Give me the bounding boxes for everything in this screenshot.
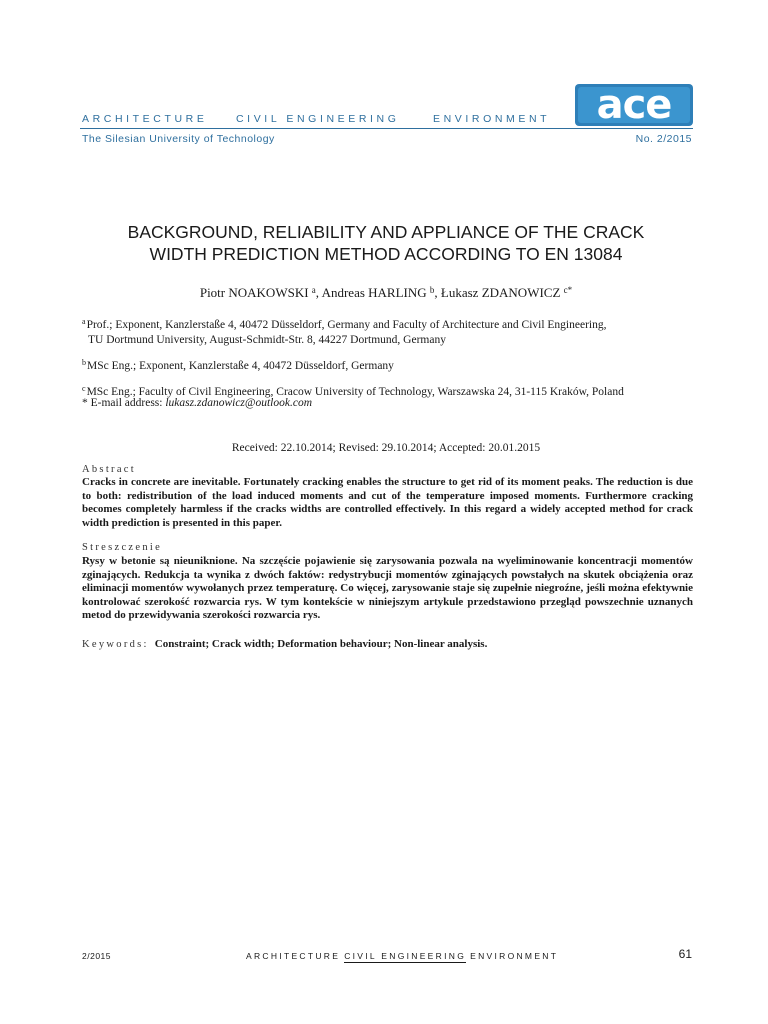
header-rule — [80, 128, 693, 129]
footer-series-right: ENVIRONMENT — [470, 951, 559, 961]
footer-series-mid: CIVIL ENGINEERING — [344, 951, 467, 961]
abstract-heading: Abstract — [82, 464, 136, 475]
affiliation-a — [82, 314, 692, 348]
page-number: 61 — [678, 947, 692, 961]
author-affiliation-mark: b — [429, 285, 435, 295]
keywords — [82, 638, 487, 650]
author-separator: , — [434, 285, 441, 300]
author-separator: , — [315, 285, 322, 300]
streszczenie-text: Rysy w betonie są nieuniknione. Na szczęście pojawienie się zarysowania pozwala na wyeliminowanie koncentracji momentów zginających. Redukcja ta wynika z dwóch faktów: redystrybucji momentów zginających powstałych na skutek obciążenia oraz eliminacji momentów wywołanych przez temperaturę. Co więcej, zarysowanie staje się zupełnie niegroźne, jeśli można efektywnie kontrolować szerokość rozwarcia rys. W tym kontekście w niniejszym artykule przedstawiono przegląd powszechnie uznanych metod do przewidywania szerokości rozwarcia rys. — [82, 555, 693, 622]
author-affiliation-mark: c* — [563, 285, 573, 295]
paper-title — [84, 221, 688, 265]
university-name: The Silesian University of Technology — [82, 133, 275, 145]
affiliation-b — [82, 355, 692, 374]
affiliation-text: Prof.; Exponent, Kanzlerstaße 4, 40472 Düsseldorf, Germany and Faculty of Architecture and Civil Engineering, — [86, 319, 607, 331]
affiliation-mark: a — [82, 317, 86, 326]
author-affiliation-mark: a — [311, 285, 316, 295]
footer-series-left: ARCHITECTURE — [246, 951, 341, 961]
footer-series — [246, 951, 558, 961]
abstract-text: Cracks in concrete are inevitable. Fortunately cracking enables the structure to get rid of its moment peaks. The reduction is due to both: redistribution of the load induced moments and cut of the temperature imposed moments. Furthermore cracking becomes completely harmless if the cracks widths are controlled effectively. In this regard a widely accepted method for crack width prediction is presented in this paper. — [82, 476, 693, 529]
author-name: Piotr NOAKOWSKI — [199, 285, 309, 300]
keywords-heading: Keywords: — [82, 639, 149, 650]
issue-number: No. 2/2015 — [635, 133, 692, 145]
title-line-1: BACKGROUND, RELIABILITY AND APPLIANCE OF THE CRACK — [127, 222, 645, 242]
affiliation-mark: b — [82, 358, 86, 367]
submission-dates: Received: 22.10.2014; Revised: 29.10.2014; Accepted: 20.01.2015 — [231, 442, 541, 454]
journal-series-header — [82, 113, 550, 125]
series-civil-engineering: CIVIL ENGINEERING — [236, 113, 400, 125]
author-list — [84, 285, 688, 301]
series-architecture: ARCHITECTURE — [82, 113, 208, 125]
affiliation-mark: c — [82, 384, 86, 393]
logo-wordmark: ace — [596, 84, 672, 126]
title-line-2: WIDTH PREDICTION METHOD ACCORDING TO EN 13084 — [149, 244, 623, 264]
author-name: Łukasz ZDANOWICZ — [440, 285, 561, 300]
affiliation-text-cont: TU Dortmund University, August-Schmidt-Str. 8, 44227 Dortmund, Germany — [88, 334, 446, 346]
affiliation-text: MSc Eng.; Exponent, Kanzlerstaße 4, 40472 Düsseldorf, Germany — [87, 360, 394, 372]
author-name: Andreas HARLING — [321, 285, 427, 300]
keywords-text: Constraint; Crack width; Deformation behaviour; Non-linear analysis. — [154, 638, 488, 650]
email-label: * E-mail address: — [82, 397, 166, 409]
ace-journal-logo — [575, 84, 693, 126]
email-address-link[interactable]: lukasz.zdanowicz@outlook.com — [165, 397, 313, 409]
series-environment: ENVIRONMENT — [433, 113, 551, 125]
streszczenie-heading: Streszczenie — [82, 542, 163, 553]
corresponding-email — [82, 397, 312, 409]
affiliation-text: MSc Eng.; Faculty of Civil Engineering, Cracow University of Technology, Warszawska 24, 31-115 Kraków, Poland — [86, 386, 624, 398]
footer-issue: 2/2015 — [82, 951, 111, 961]
